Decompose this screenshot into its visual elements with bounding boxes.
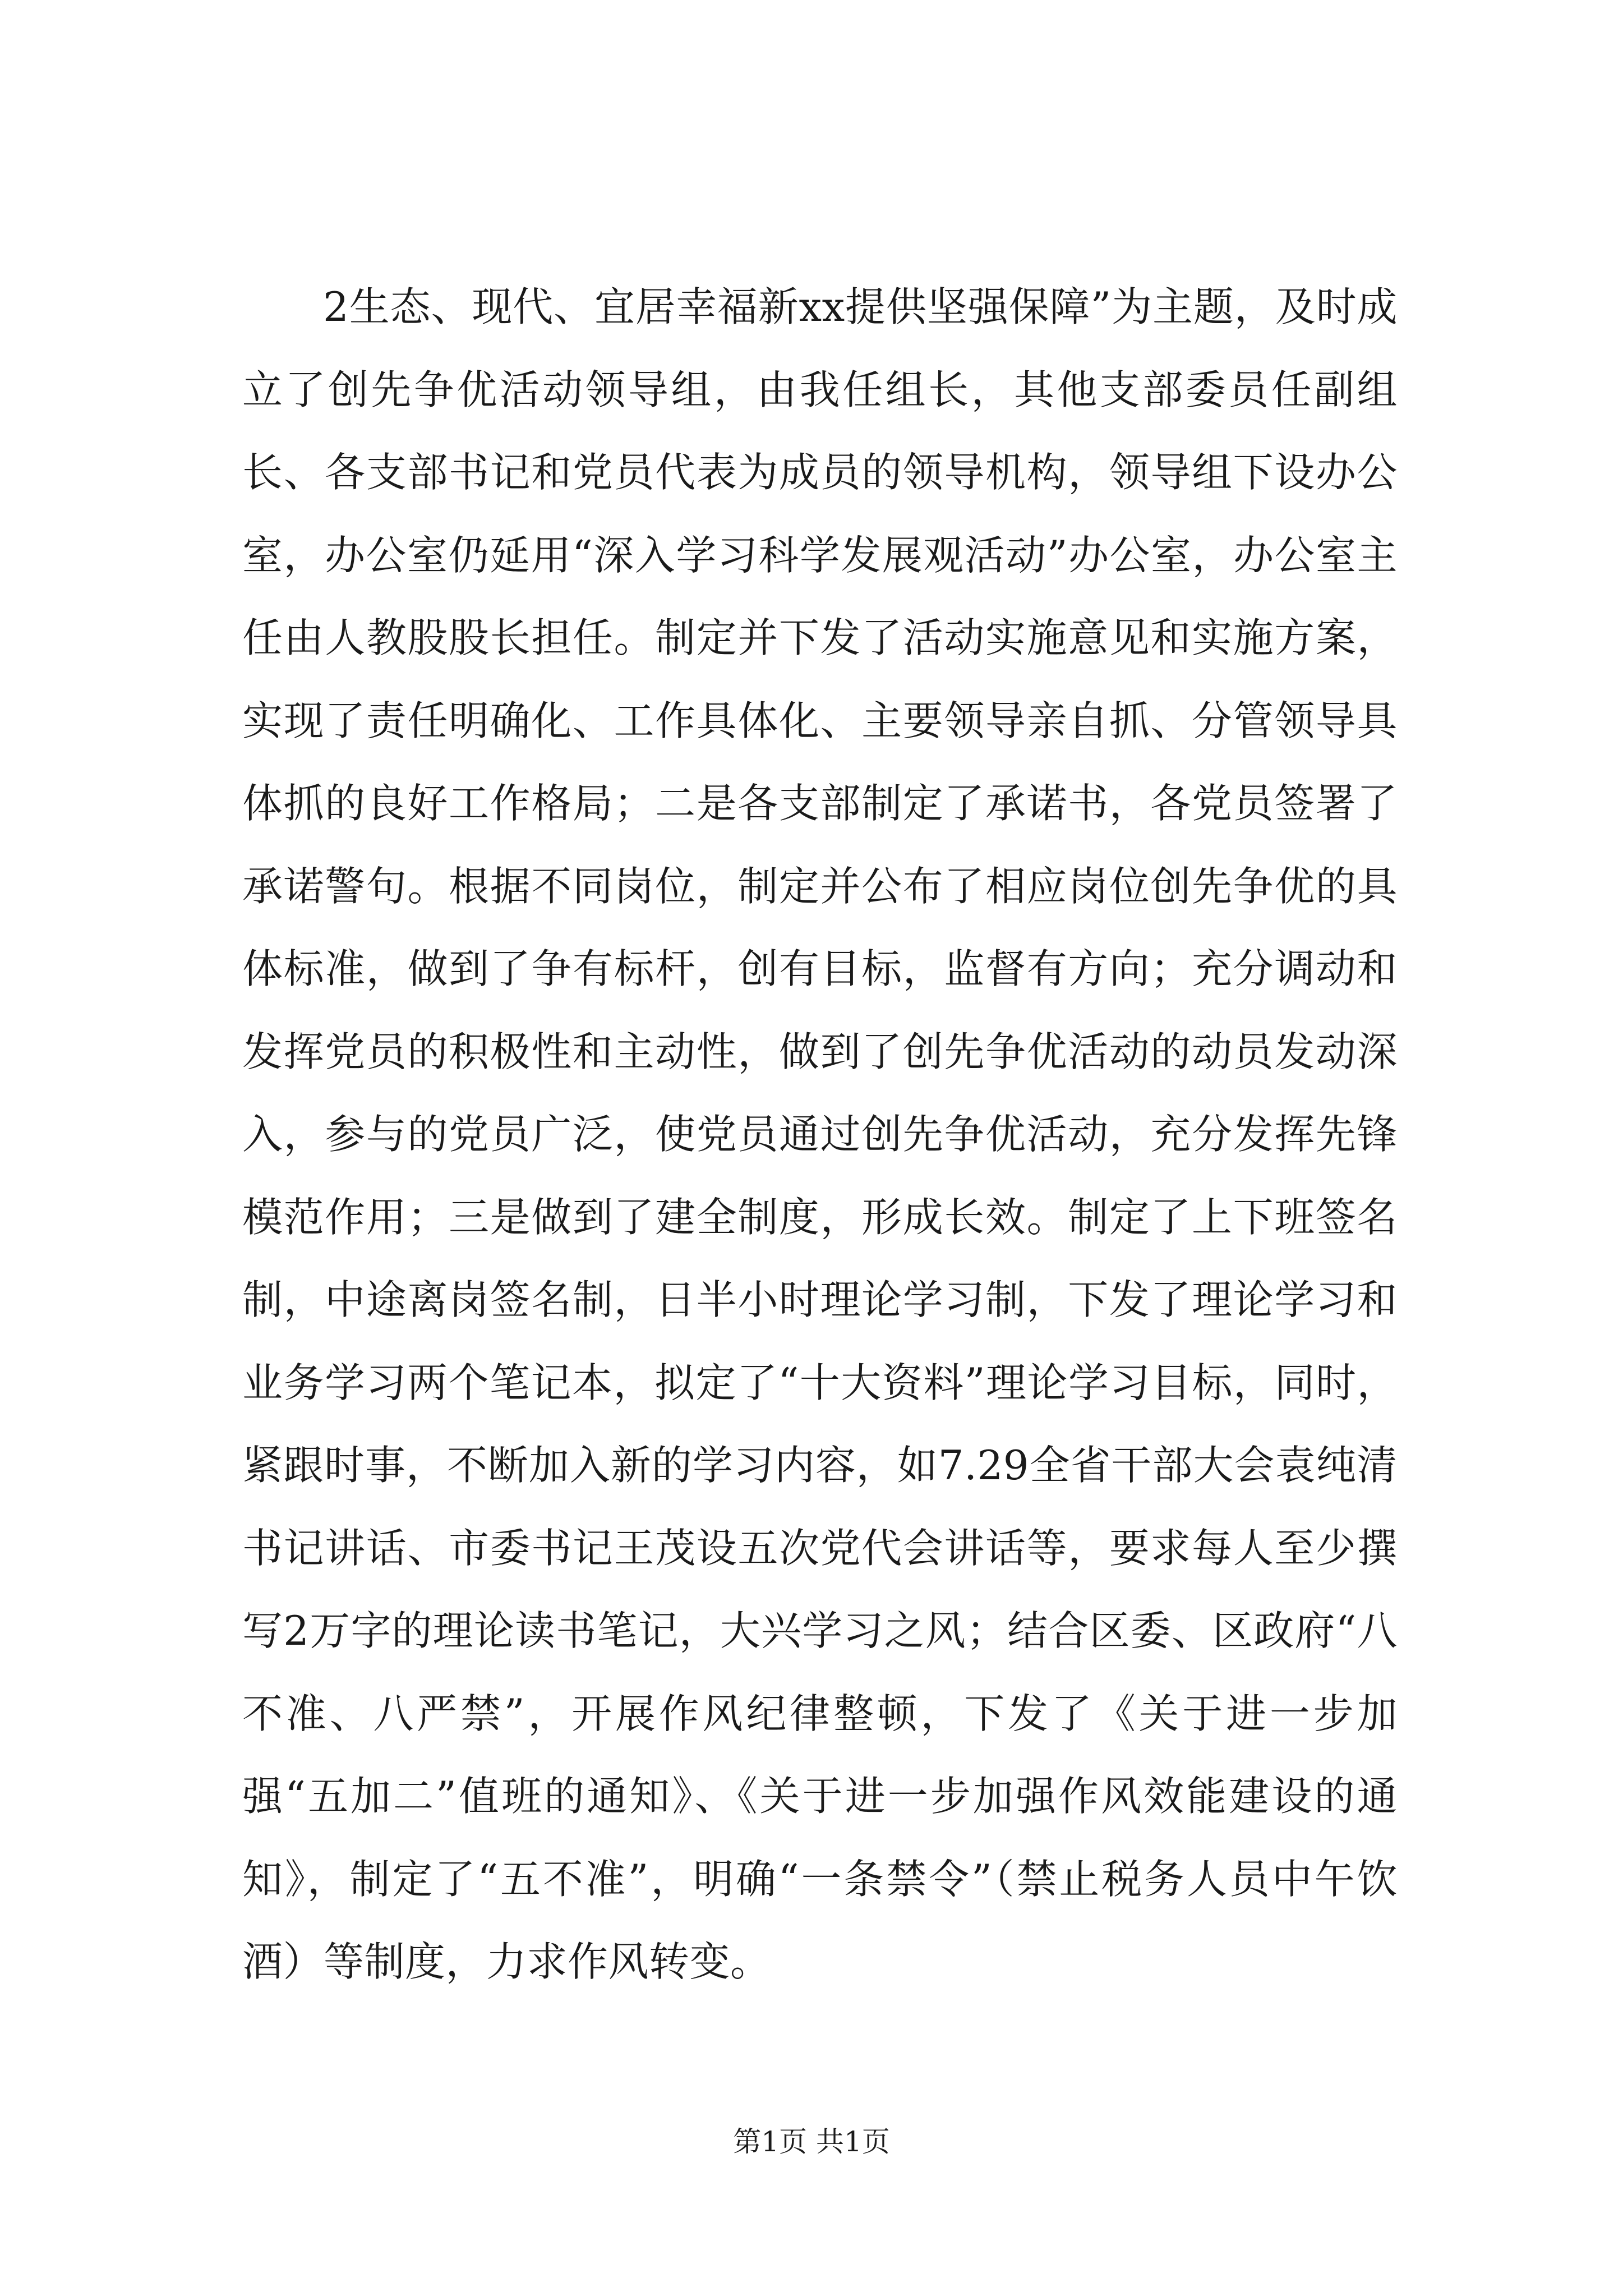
body-paragraph: 2生态、现代、宜居幸福新xx提供坚强保障”为主题，及时成立了创先争优活动领导组，由我任组长，其他支部委员任副组长、各支部书记和党员代表为成员的领导机构，领导组下设办公室，办公室仍延用“深入学习科学发展观活动”办公室，办公室主任由人教股股长担任。制定并下发了活动实施意见和实施方案，实现了责任明确化、工作具体化、主要领导亲自抓、分管领导具体抓的良好工作格局；二是各支部制定了承诺书，各党员签署了承诺警句。根据不同岗位，制定并公布了相应岗位创先争优的具体标准，做到了争有标杆，创有目标，监督有方向；充分调动和发挥党员的积极性和主动性，做到了创先争优活动的动员发动深入，参与的党员广泛，使党员通过创先争优活动，充分发挥先锋模范作用；三是做到了建全制度，形成长效。制定了上下班签名制，中途离岗签名制，日半小时理论学习制，下发了理论学习和业务学习两个笔记本，拟定了“十大资料”理论学习目标，同时，紧跟时事，不断加入新的学习内容，如7.29全省干部大会袁纯清书记讲话、市委书记王茂设五次党代会讲话等，要求每人至少撰写2万字的理论读书笔记，大兴学习之风；结合区委、区政府“八不准、八严禁”，开展作风纪律整顿，下发了《关于进一步加强“五加二”值班的通知》、《关于进一步加强作风效能建设的通知》，制定了“五不准”，明确“一条禁令”（禁止税务人员中午饮酒）等制度，力求作风转变。: [242, 283, 1398, 1985]
page-number-footer: 第1页 共1页: [733, 2125, 890, 2158]
